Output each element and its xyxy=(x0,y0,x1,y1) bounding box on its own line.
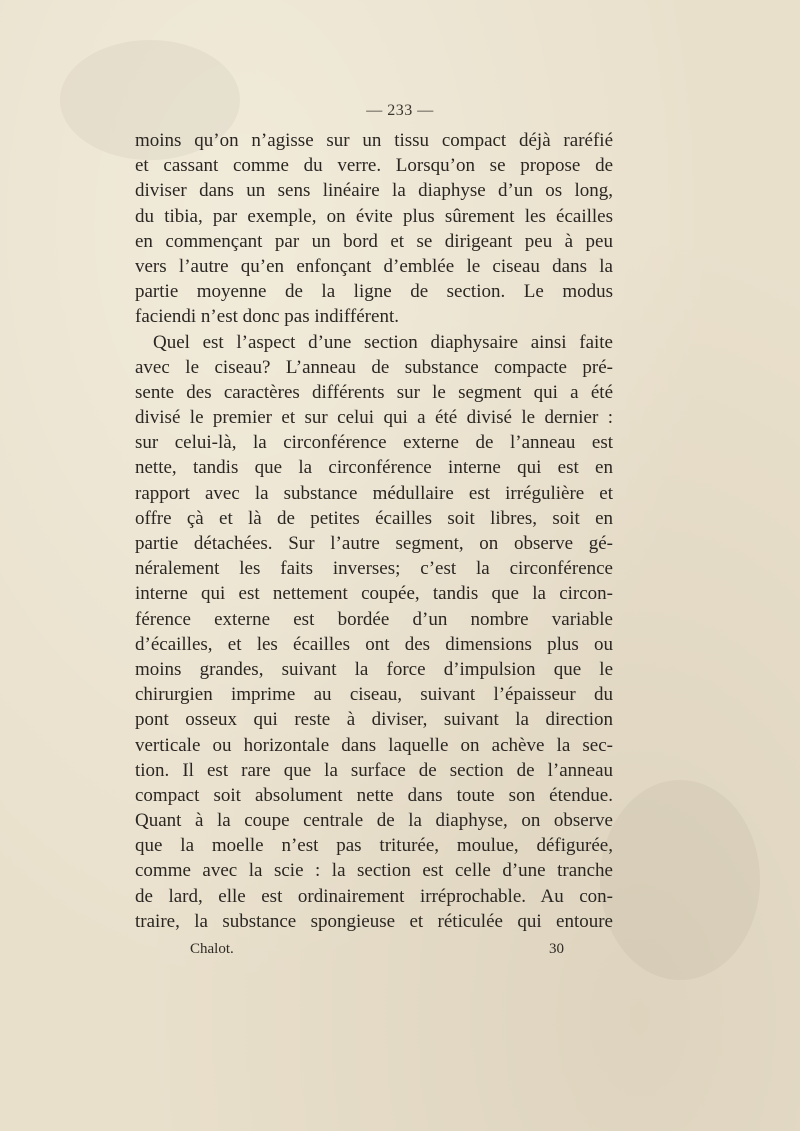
text-line: férence externe est bordée d’un nombre variable xyxy=(135,608,613,630)
text-line: comme avec la scie : la section est celle d’une tranche xyxy=(135,860,613,882)
text-line: et cassant comme du verre. Lorsqu’on se propose de xyxy=(135,155,613,177)
text-line: néralement les faits inverses; c’est la circonférence xyxy=(135,558,613,580)
text-line: avec le ciseau? L’anneau de substance compacte pré- xyxy=(135,356,613,378)
text-line: partie détachées. Sur l’autre segment, on observe gé- xyxy=(135,533,613,554)
text-line: diviser dans un sens linéaire la diaphyse d’un os long, xyxy=(135,180,613,202)
text-line: nette, tandis que la circonférence interne qui est en xyxy=(135,457,613,479)
text-line: chirurgien imprime au ciseau, suivant l’épaisseur du xyxy=(135,684,613,706)
text-line: faciendi n’est donc pas indifférent. xyxy=(135,306,399,328)
text-line: de lard, elle est ordinairement irréprochable. Au con- xyxy=(135,885,613,907)
text-line: tion. Il est rare que la surface de section de l’anneau xyxy=(135,759,613,781)
text-line: sur celui-là, la circonférence externe de l’anneau est xyxy=(135,432,613,454)
text-line: moins qu’on n’agisse sur un tissu compact déjà raréfié xyxy=(135,130,613,151)
text-line: que la moelle n’est pas triturée, moulue, défigurée, xyxy=(135,835,613,857)
text-line: pont osseux qui reste à diviser, suivant la direction xyxy=(135,709,613,731)
text-line: compact soit absolument nette dans toute son étendue. xyxy=(135,784,613,806)
text-line: du tibia, par exemple, on évite plus sûrement les écailles xyxy=(135,205,613,227)
text-line: Quant à la coupe centrale de la diaphyse, on observe xyxy=(135,810,613,832)
text-line: traire, la substance spongieuse et réticulée qui entoure xyxy=(135,910,613,932)
text-line: moins grandes, suivant la force d’impulsion que le xyxy=(135,658,613,680)
text-line: sente des caractères différents sur le segment qui a été xyxy=(135,381,613,403)
text-line: en commençant par un bord et se dirigeant peu à peu xyxy=(135,230,613,252)
text-line: vers l’autre qu’en enfonçant d’emblée le ciseau dans la xyxy=(135,255,613,277)
text-line: Quel est l’aspect d’une section diaphysaire ainsi faite xyxy=(153,331,613,353)
text-line: divisé le premier et sur celui qui a été divisé le dernier : xyxy=(135,407,613,429)
sheet-number: 30 xyxy=(549,941,564,957)
text-line: d’écailles, et les écailles ont des dimensions plus ou xyxy=(135,633,613,655)
text-line: verticale ou horizontale dans laquelle on achève la sec- xyxy=(135,734,613,756)
printer-signature: Chalot. xyxy=(190,941,234,957)
text-line: partie moyenne de la ligne de section. Le modus xyxy=(135,281,613,303)
page-footer xyxy=(0,941,800,963)
text-line: interne qui est nettement coupée, tandis que la circon- xyxy=(135,583,613,605)
text-line: offre çà et là de petites écailles soit libres, soit en xyxy=(135,507,613,529)
page-number: — 233 — xyxy=(366,102,434,119)
text-line: rapport avec la substance médullaire est irrégulière et xyxy=(135,482,613,504)
body-text xyxy=(135,128,613,934)
